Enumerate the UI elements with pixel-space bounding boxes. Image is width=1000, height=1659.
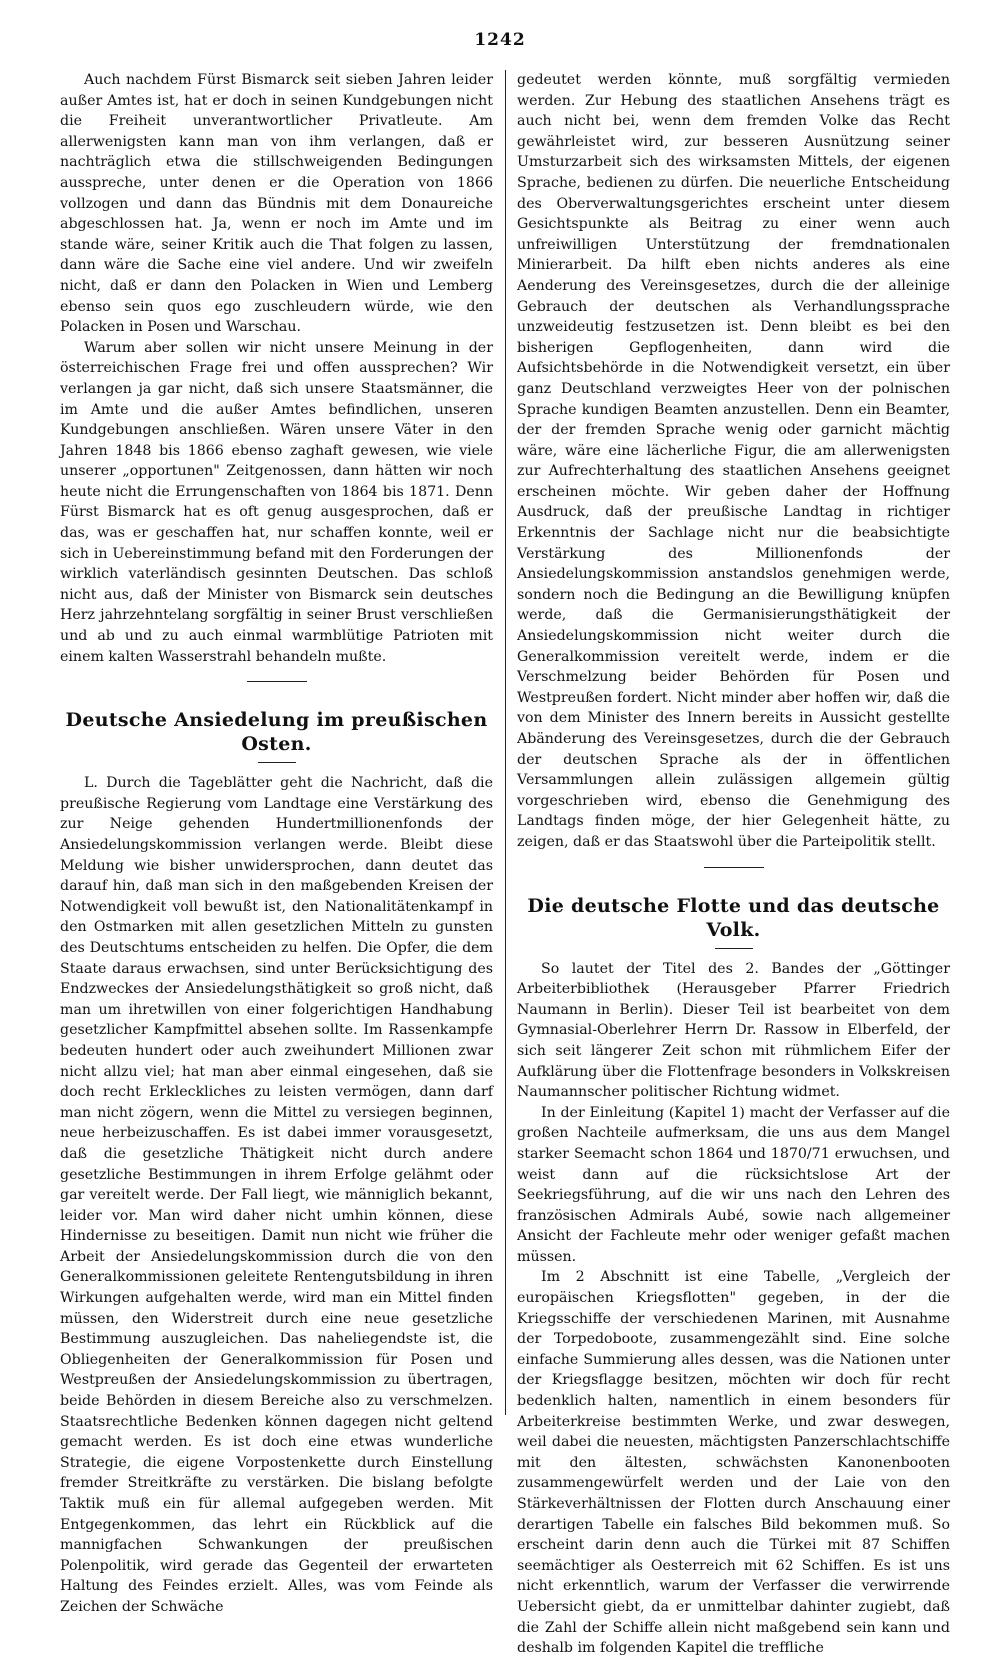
section-divider — [247, 681, 307, 682]
article-paragraph: In der Einleitung (Kapitel 1) macht der Verfasser auf die großen Nachteile aufmerksam, die uns aus dem Mangel starker Seemacht schon 1864 und 1870/71 erwuchsen, und weist dann auf die rücksichtslose Art der Seekriegsführung, auf die wir uns nach den Lehren des französischen Admirals Aubé, sowie nach allgemeiner Ansicht der Fachleute mehr oder weniger gefaßt machen müssen. — [517, 1104, 950, 1265]
page-number: 1242 — [474, 30, 526, 50]
column-rule — [505, 70, 506, 1415]
intro-paragraph: Warum aber sollen wir nicht unsere Meinung in der österreichischen Frage frei und offen aussprechen? Wir verlangen ja gar nicht, daß sich unsere Staatsmänner, die im Amte und die außer Amtes befindlichen, unseren Kundgebungen anschließen. Wären unsere Väter in den Jahren 1848 bis 1866 ebenso zaghaft gewesen, wie viele unserer „opportunen" Zeitgenossen, dann hätten wir noch heute nicht die Errungenschaften von 1864 bis 1871. Denn Fürst Bismarck hat es oft genug ausgesprochen, daß er das, was er geschaffen hat, nur schaffen konnte, weil er sich in Uebereinstimmung befand mit den Forderungen der wirklich vaterländisch gesinnten Deutschen. Das schloß nicht aus, daß der Minister von Bismarck sein deutsches Herz jahrzehntelang sorgfältig in seiner Brust verschließen und ab und zu auch einmal warmblütige Patrioten mit einem kalten Wasserstrahl behandeln mußte. — [60, 339, 493, 665]
heading-rule — [258, 762, 296, 763]
article-paragraph: So lautet der Titel des 2. Bandes der „Göttinger Arbeiterbibliothek (Herausgeber Pfarrer Friedrich Naumann in Berlin). Dieser Teil ist bearbeitet von dem Gymnasial-Oberlehrer Herrn Dr. Rassow in Elberfeld, der sich seit längerer Zeit schon mit rühmlichem Eifer der Aufklärung über die Flottenfrage besonders in Volkskreisen Naumannscher politischer Richtung widmet. — [517, 960, 950, 1101]
article-paragraph: L. Durch die Tageblätter geht die Nachricht, daß die preußische Regierung vom Landtage eine Verstärkung des zur Neige gehenden Hundertmillionenfonds der Ansiedelungskommission verlangen werde. Bleibt diese Meldung wie bisher unwidersprochen, dann deutet das darauf hin, daß man sich in den maßgebenden Kreisen der Notwendigkeit voll bewußt ist, den Nationalitätenkampf in den Ostmarken mit allen gesetzlichen Mitteln zu gunsten des Deutschtums entscheiden zu helfen. Die Opfer, die dem Staate daraus erwachsen, sind unter Berücksichtigung des Endzweckes der Ansiedelungsthätigkeit so groß nicht, daß man um ihretwillen von einer folgerichtigen Handhabung gesetzlicher Kampfmittel absehen sollte. Im Rassenkampfe bedeuten hundert oder auch zweihundert Millionen zwar nicht allzu viel; hat man aber einmal eingesehen, daß sie doch recht Erkleckliches zu leisten vermögen, dann darf man nicht zögern, wenn die Mittel zu versiegen beginnen, neue herbeizuschaffen. Es ist dabei immer vorausgesetzt, daß die gesetzliche Thätigkeit nicht durch andere gesetzliche Bestimmungen in ihrem Erfolge gelähmt oder gar vereitelt werde. Der Fall liegt, wie männiglich bekannt, leider vor. Man wird daher nicht umhin können, diese Hindernisse zu beseitigen. Damit nun nicht wie früher die Arbeit der Ansiedelungskommission durch die von den Generalkommissionen geleitete Rentengutsbildung in ihren Wirkungen aufgehalten werde, wird man ein Mittel finden müssen, den Widerstreit durch eine neue gesetzliche Bestimmung auszugleichen. Das naheliegendste ist, die Obliegenheiten der Generalkommission für Posen und Westpreußen der Ansiedelungskommission zu übertragen, beide Behörden in diesem Bereiche also zu verschmelzen. Staatsrechtliche Bedenken können dagegen nicht geltend gemacht werden. Es ist doch eine etwas wunderliche Strategie, die eigene Vorpostenkette durch Einstellung fremder Streitkräfte zu verstärken. Die bislang befolgte Taktik muß ein für allemal aufgegeben werden. Mit Entgegenkommen, das lehrt ein Rückblick auf die mannigfachen Schwankungen der preußischen Polenpolitik, wird gerade das Gegenteil der erwarteten Haltung des Feindes erzielt. Alles, was vom Feinde als Zeichen der Schwäche — [60, 775, 493, 1615]
heading-rule — [715, 948, 753, 949]
continuation-paragraph: gedeutet werden könnte, muß sorgfältig vermieden werden. Zur Hebung des staatlichen Ansehens trägt es auch nicht bei, wenn dem fremden Volke das Recht gewährleistet wird, zur besseren Ausnützung seiner Umsturzarbeit sich des wirksamsten Mittels, der eigenen Sprache, bedienen zu dürfen. Die neuerliche Entscheidung des Oberverwaltungsgerichtes erscheint unter diesem Gesichtspunkte als Beitrag zu einer wenn auch unfreiwilligen Unterstützung der fremdnationalen Minierarbeit. Da hilft eben nichts anderes als eine Aenderung des Vereinsgesetzes, durch die der alleinige Gebrauch der deutschen als Verhandlungssprache unzweideutig festzusetzen ist. Denn bleibt es bei den bisherigen Gepflogenheiten, dann wird die Aufsichtsbehörde in die Notwendigkeit versetzt, ein über ganz Deutschland verzweigtes Heer von der polnischen Sprache kundigen Beamten anzustellen. Denn ein Beamter, der der fremden Sprache wenig oder garnicht mächtig wäre, wäre eine lächerliche Figur, die am allerwenigsten zur Aufrechterhaltung des staatlichen Ansehens geeignet erscheinen möchte. Wir geben daher der Hoffnung Ausdruck, daß der preußische Landtag in richtiger Erkenntnis der Sachlage nicht nur die beabsichtigte Verstärkung des Millionenfonds der Ansiedelungskommission anstandslos genehmigen werde, sondern noch die Bedingung an die Bewilligung knüpfen werde, daß die Germanisierungsthätigkeit der Ansiedelungskommission nicht weiter durch die Generalkommission vereitelt werde, indem er die Verschmelzung beider Behörden für Posen und Westpreußen fordert. Nicht minder aber hoffen wir, daß die von dem Minister des Innern bereits in Aussicht gestellte Abänderung des Vereinsgesetzes, durch die der Gebrauch der deutschen Sprache als der in öffentlichen Versammlungen allein zulässigen allgemein gültig vorgeschrieben wird, ebenso die Genehmigung des Landtags finden möge, der hier Gelegenheit hätte, zu zeigen, daß er das Staatswohl über die Parteipolitik stellt. — [517, 72, 950, 850]
article-heading-flotte: Die deutsche Flotte und das deutsche Volk. — [527, 894, 940, 941]
left-column — [60, 70, 493, 1618]
right-column — [517, 70, 950, 1659]
article-heading-ansiedelung: Deutsche Ansiedelung im preußischen Osten. — [65, 709, 488, 756]
article-paragraph: Im 2 Abschnitt ist eine Tabelle, „Vergleich der europäischen Kriegsflotten" gegeben, in der die Kriegsschiffe der verschiedenen Marinen, mit Ausnahme der Torpedoboote, zusammengezählt sind. Eine solche einfache Summierung alles dessen, was die Nationen unter der Kriegsflagge besitzen, möchten wir doch für recht bedenklich halten, namentlich in einem besonders für Arbeiterkreise bestimmten Werke, und zwar deswegen, weil dabei die neuesten, mächtigsten Panzerschlachtschiffe mit den ältesten, schwächsten Kanonenbooten zusammengewürfelt werden und der Laie von den Stärkeverhältnissen der Flotten durch Anschauung einer derartigen Tabelle ein falsches Bild bekommen muß. So erscheint darin denn auch die Türkei mit 87 Schiffen seemächtiger als Oesterreich mit 62 Schiffen. Es ist uns nicht erkenntlich, warum der Verfasser die verwirrende Uebersicht giebt, da er unmittelbar dahinter zugiebt, daß die Zahl der Schiffe allein nicht maßgebend sein kann und deshalb im folgenden Kapitel die treffliche — [517, 1269, 950, 1657]
intro-paragraph: Auch nachdem Fürst Bismarck seit sieben Jahren leider außer Amtes ist, hat er doch in seinen Kundgebungen nicht die Freiheit unverantwortlicher Privatleute. Am allerwenigsten kann man von ihm verlangen, daß er nachträglich etwa die stillschweigenden Bedingungen ausspreche, unter denen er die Operation von 1866 vollzogen und dann das Bündnis mit dem Donaureiche abgeschlossen hat. Ja, wenn er noch im Amte und im stande wäre, seiner Kritik auch die That folgen zu lassen, dann wäre die Sache eine viel andere. Und wir zweifeln nicht, daß er dann den Polacken in Wien und Lemberg ebenso sein quos ego zuschleudern würde, wie den Polacken in Posen und Warschau. — [60, 72, 493, 336]
section-divider — [704, 867, 764, 868]
